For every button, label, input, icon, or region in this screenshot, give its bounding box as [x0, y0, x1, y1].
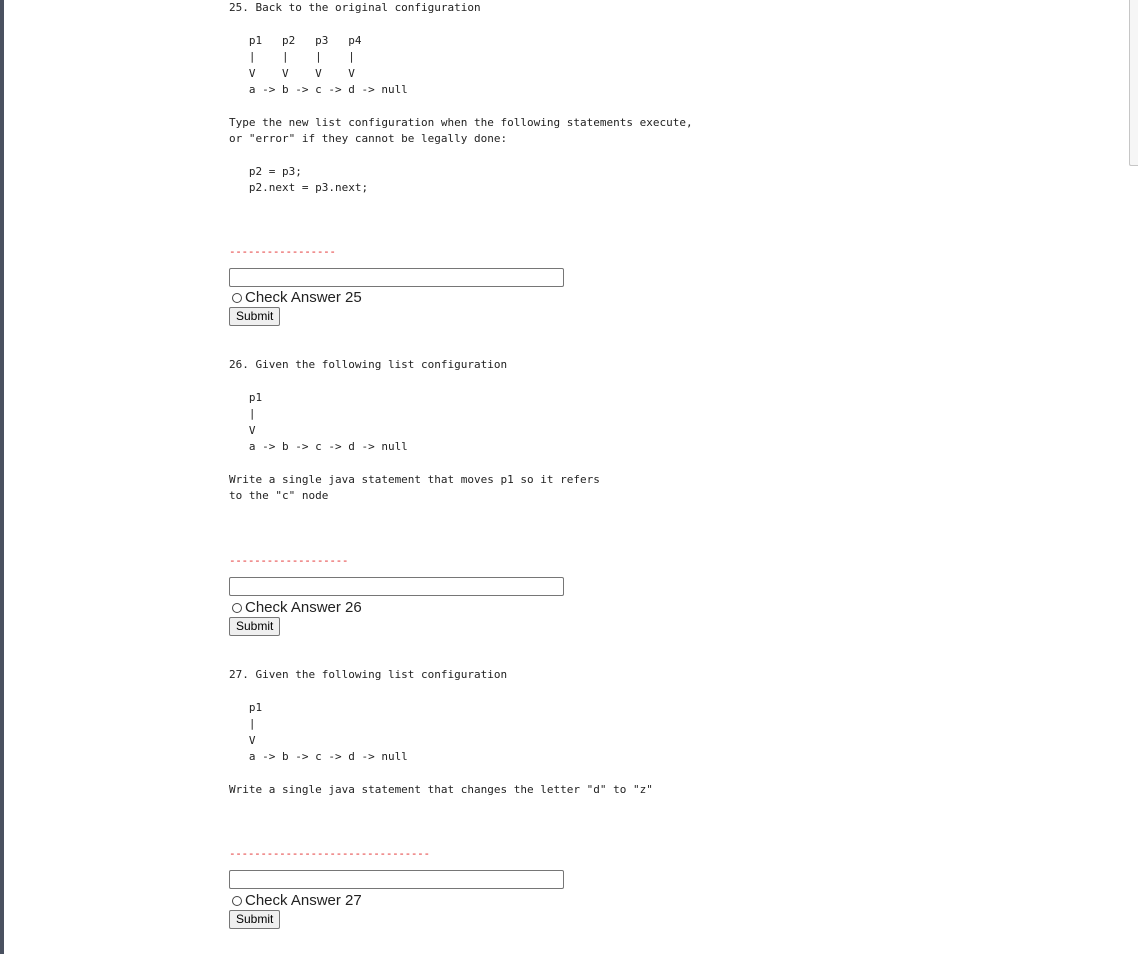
submit-25-button[interactable]: Submit [229, 307, 280, 326]
question-27-prompt: 27. Given the following list configuration p1 | V a -> b -> c -> d -> null Write a single java statement that changes the letter "d" to "z" [229, 668, 653, 796]
check-answer-25[interactable] [232, 288, 362, 306]
question-26-prompt: 26. Given the following list configuration p1 | V a -> b -> c -> d -> null Write a single java statement that moves p1 so it refers to the "c" node [229, 358, 600, 503]
submit-27-button[interactable]: Submit [229, 910, 280, 929]
check-answer-26[interactable] [232, 598, 362, 616]
answer-25-dashes: ----------------- [229, 245, 336, 258]
submit-26-button[interactable]: Submit [229, 617, 280, 636]
answer-26-input[interactable] [229, 577, 564, 596]
check-answer-25-label: Check Answer 25 [245, 288, 362, 306]
answer-26-dashes: ------------------- [229, 554, 349, 567]
check-answer-25-radio[interactable] [232, 293, 242, 303]
check-answer-26-label: Check Answer 26 [245, 598, 362, 616]
check-answer-27-label: Check Answer 27 [245, 891, 362, 909]
check-answer-26-radio[interactable] [232, 603, 242, 613]
question-26 [229, 357, 600, 505]
question-25-prompt: 25. Back to the original configuration p1 p2 p3 p4 | | | | V V V V a -> b -> c -> d -> null Type the new list configuration when the following statements execute, or "error" if they cannot be legally done: p2 = p3; p2.next = p3.next; [229, 1, 693, 195]
answer-25-input[interactable] [229, 268, 564, 287]
scrollbar-edge[interactable] [1129, 0, 1138, 166]
check-answer-27-radio[interactable] [232, 896, 242, 906]
window-left-border [0, 0, 4, 954]
answer-27-dashes: -------------------------------- [229, 847, 430, 860]
answer-27-input[interactable] [229, 870, 564, 889]
check-answer-27[interactable] [232, 891, 362, 909]
question-27 [229, 667, 653, 798]
question-25 [229, 0, 693, 197]
